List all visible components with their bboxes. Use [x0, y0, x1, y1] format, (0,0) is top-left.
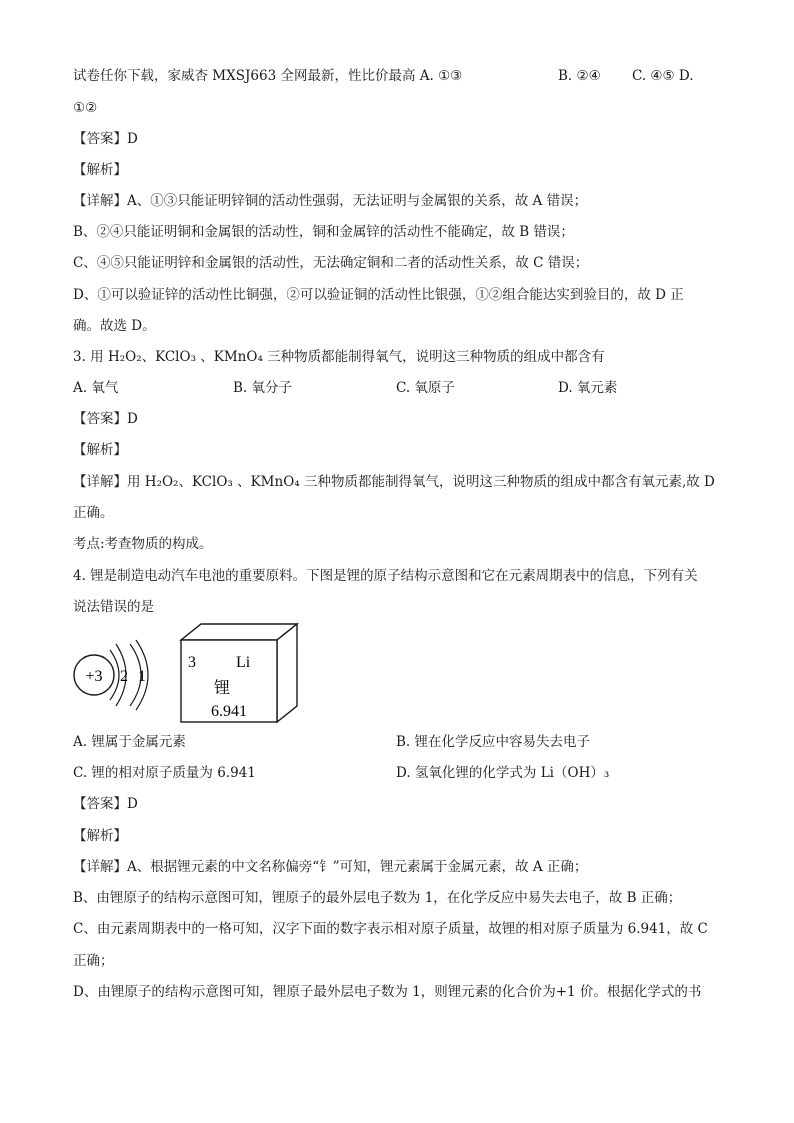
shell-1-electrons: 2 [120, 668, 128, 685]
option-c-d: C. ④⑤ D. [632, 68, 694, 84]
text-line: 正确； [73, 953, 114, 969]
q3-option-d: D. 氧元素 [558, 380, 618, 396]
text-line: D、①可以验证锌的活动性比铜强，②可以验证铜的活动性比银强，①②组合能达实到验目的，故 D 正 [73, 287, 684, 303]
question-4: 4. 锂是制造电动汽车电池的重要原料。下图是锂的原子结构示意图和它在元素周期表中的信息，下列有关 [73, 568, 698, 584]
atomic-mass: 6.941 [211, 703, 247, 720]
q4-option-b: B. 锂在化学反应中容易失去电子 [396, 734, 591, 750]
text-line: 【详解】用 H₂O₂、KClO₃ 、KMnO₄ 三种物质都能制得氧气，说明这三种物质的组成中都含有氧元素,故 D [73, 474, 715, 490]
q3-option-b: B. 氧分子 [233, 380, 293, 396]
q3-option-c: C. 氧原子 [396, 380, 455, 396]
periodic-table-cell [181, 624, 297, 722]
text-line: B、②④只能证明铜和金属银的活动性，铜和金属锌的活动性不能确定，故 B 错误； [73, 224, 574, 240]
text-line: 正确。 [73, 505, 114, 521]
text-line: 考点:考查物质的构成。 [73, 536, 213, 552]
text-line: ①② [73, 100, 98, 116]
q4-option-c: C. 锂的相对原子质量为 6.941 [73, 765, 256, 781]
q4-option-a: A. 锂属于金属元素 [73, 734, 186, 750]
text-line: 【详解】A、根据锂元素的中文名称偏旁“钅”可知，锂元素属于金属元素，故 A 正确； [73, 859, 588, 875]
atomic-number: 3 [188, 654, 196, 671]
cell-side-face [277, 624, 297, 722]
text-line: C、由元素周期表中的一格可知，汉字下面的数字表示相对原子质量，故锂的相对原子质量为 6.941，故 C [73, 921, 708, 937]
q3-option-a: A. 氧气 [73, 380, 119, 396]
option-b: B. ②④ [558, 68, 601, 84]
text-line: 说法错误的是 [73, 599, 154, 615]
analysis-label: 【解析】 [73, 162, 127, 178]
text-line: B、由锂原子的结构示意图可知，锂原子的最外层电子数为 1，在化学反应中易失去电子，故 B 正确； [73, 890, 682, 906]
element-name: 锂 [213, 678, 231, 697]
q4-option-d: D. 氢氧化锂的化学式为 Li（OH）₃ [396, 765, 610, 781]
text-line: 试卷任你下载，家威杏 MXSJ663 全网最新，性比价最高 A. ①③ [73, 68, 463, 84]
shell-2-electrons: 1 [138, 668, 146, 685]
element-symbol: Li [236, 654, 251, 671]
analysis-label: 【解析】 [73, 442, 127, 458]
answer-label: 【答案】D [73, 796, 138, 812]
text-line: C、④⑤只能证明锌和金属银的活动性，无法确定铜和二者的活动性关系，故 C 错误； [73, 255, 589, 271]
lithium-diagram [70, 622, 310, 732]
text-line: D、由锂原子的结构示意图可知，锂原子最外层电子数为 1，则锂元素的化合价为+1 价。根据化学式的书 [73, 984, 702, 1000]
nucleus-charge: +3 [85, 668, 103, 685]
text-line: 【详解】A、①③只能证明锌铜的活动性强弱，无法证明与金属银的关系，故 A 错误； [73, 193, 588, 209]
question-3: 3. 用 H₂O₂、KClO₃ 、KMnO₄ 三种物质都能制得氧气，说明这三种物质的组成中都含有 [73, 349, 605, 365]
answer-label: 【答案】D [73, 411, 138, 427]
analysis-label: 【解析】 [73, 828, 127, 844]
text-line: 确。故选 D。 [73, 318, 156, 334]
atom-structure-diagram [74, 640, 148, 710]
answer-label: 【答案】D [73, 131, 138, 147]
